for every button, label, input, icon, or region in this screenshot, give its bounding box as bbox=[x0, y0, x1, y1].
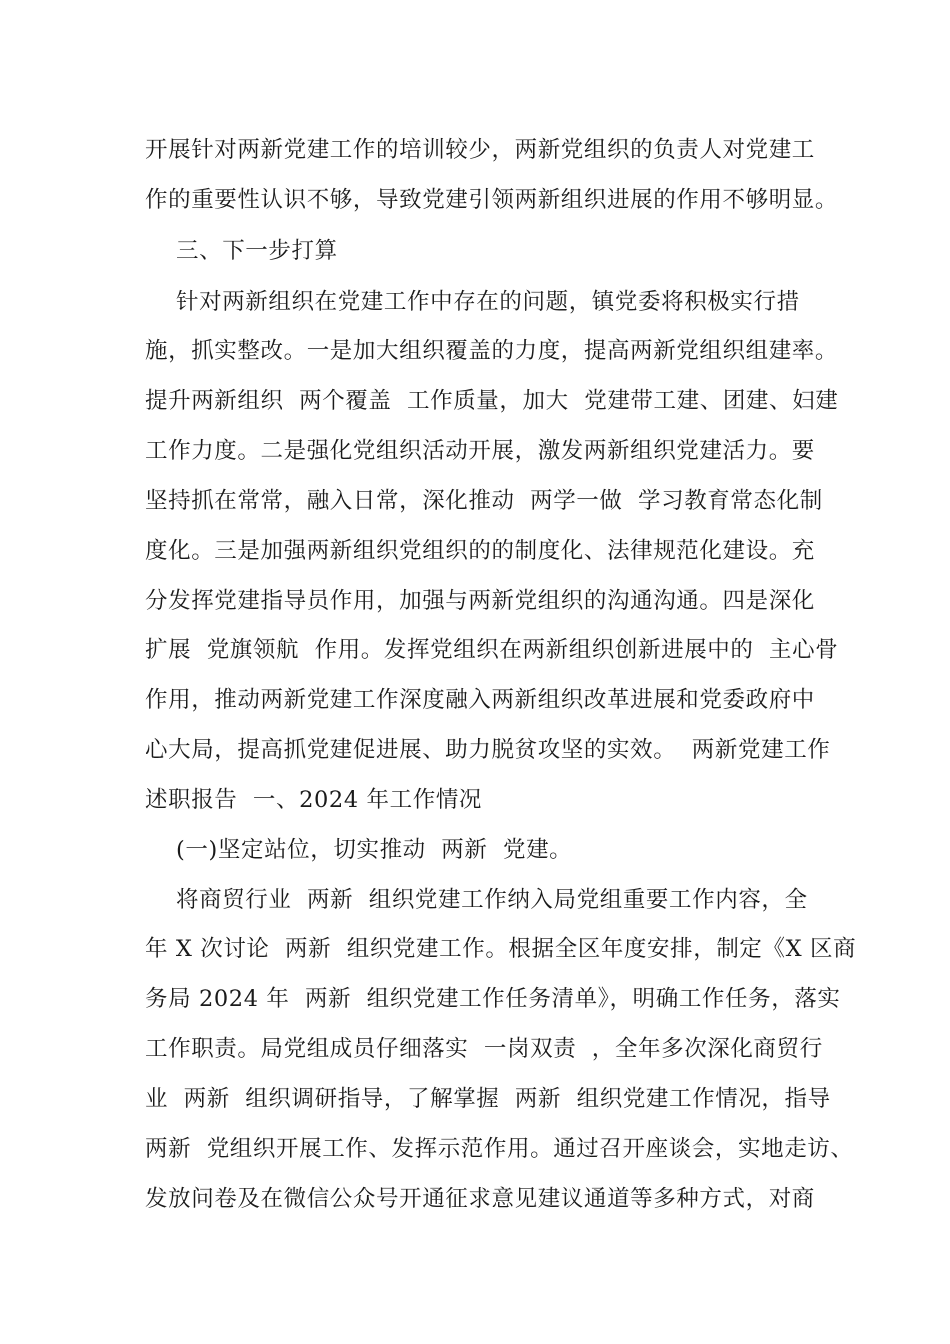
text-line: 年 X 次讨论 两新 组织党建工作。根据全区年度安排，制定《X 区商 bbox=[145, 936, 857, 962]
text-line: 工作职责。局党组成员仔细落实 一岗双责 ，全年多次深化商贸行 bbox=[145, 1036, 823, 1062]
section-heading: 三、下一步打算 bbox=[145, 238, 338, 264]
text-line: 扩展 党旗领航 作用。发挥党组织在两新组织创新进展中的 主心骨 bbox=[145, 637, 839, 663]
text-line: 作用，推动两新党建工作深度融入两新组织改革进展和党委政府中 bbox=[145, 687, 815, 713]
text-line: 施，抓实整改。一是加大组织覆盖的力度，提高两新党组织组建率。 bbox=[145, 338, 839, 364]
text-line: 针对两新组织在党建工作中存在的问题，镇党委将积极实行措 bbox=[145, 289, 800, 315]
text-line: 作的重要性认识不够，导致党建引领两新组织进展的作用不够明显。 bbox=[145, 187, 839, 213]
text-line: 业 两新 组织调研指导，了解掌握 两新 组织党建工作情况，指导 bbox=[145, 1086, 831, 1112]
text-line: 将商贸行业 两新 组织党建工作纳入局党组重要工作内容，全 bbox=[145, 887, 808, 913]
text-line: 分发挥党建指导员作用，加强与两新党组织的沟通沟通。四是深化 bbox=[145, 588, 815, 614]
text-line: 述职报告 一、2024 年工作情况 bbox=[145, 787, 483, 813]
text-line: 提升两新组织 两个覆盖 工作质量，加大 党建带工建、团建、妇建 bbox=[145, 388, 839, 414]
text-line: 坚持抓在常常，融入日常，深化推动 两学一做 学习教育常态化制 bbox=[145, 488, 823, 514]
text-line: 心大局，提高抓党建促进展、助力脱贫攻坚的实效。 两新党建工作 bbox=[145, 737, 831, 763]
text-line: 开展针对两新党建工作的培训较少，两新党组织的负责人对党建工 bbox=[145, 137, 815, 163]
text-line: 工作力度。二是强化党组织活动开展，激发两新组织党建活力。要 bbox=[145, 438, 815, 464]
text-line: 发放问卷及在微信公众号开通征求意见建议通道等多种方式，对商 bbox=[145, 1186, 815, 1212]
subsection-heading: (一)坚定站位，切实推动 两新 党建。 bbox=[145, 837, 573, 863]
text-line: 两新 党组织开展工作、发挥示范作用。通过召开座谈会，实地走访、 bbox=[145, 1136, 854, 1162]
text-line: 度化。三是加强两新组织党组织的的制度化、法律规范化建设。充 bbox=[145, 538, 815, 564]
text-line: 务局 2024 年 两新 组织党建工作任务清单》，明确工作任务，落实 bbox=[145, 986, 841, 1012]
